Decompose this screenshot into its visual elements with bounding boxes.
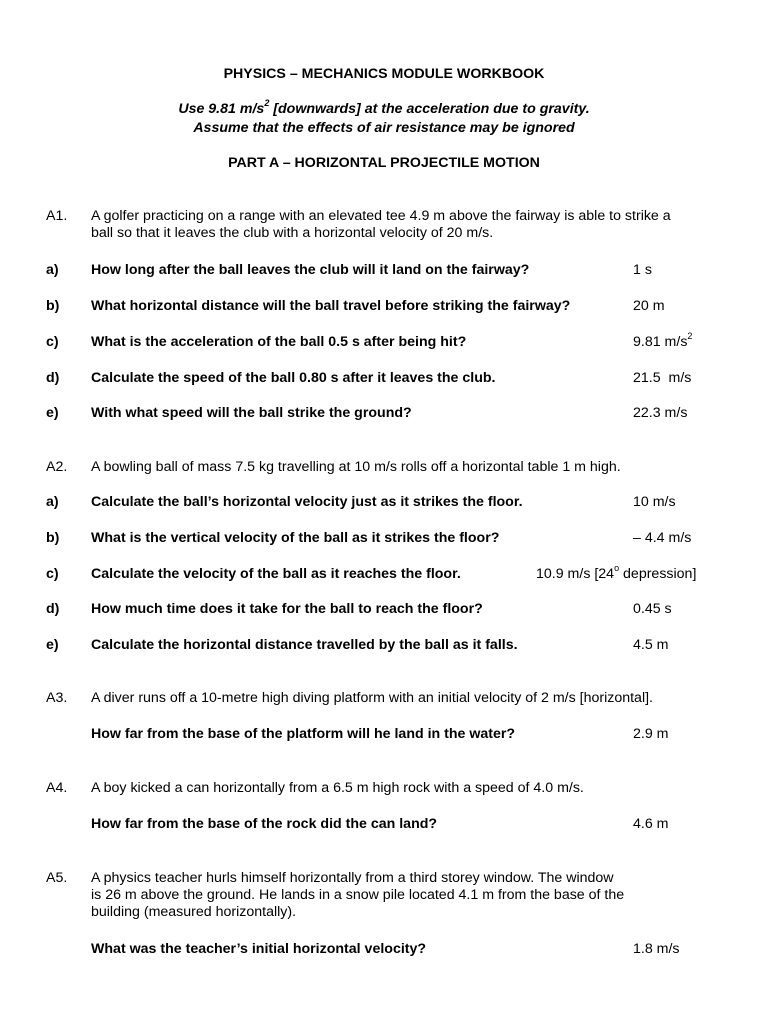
question-label: c) <box>46 334 59 350</box>
question-text: What was the teacher’s initial horizontal velocity? <box>91 941 427 957</box>
question-text: Calculate the ball’s horizontal velocity just as it strikes the floor. <box>91 494 523 510</box>
answer: 20 m <box>633 298 665 314</box>
question-text: With what speed will the ball strike the ground? <box>91 405 412 421</box>
answer-value: 9.81 m/s <box>633 334 688 350</box>
intro-line: is 26 m above the ground. He lands in a snow pile located 4.1 m from the base of the <box>91 887 625 903</box>
problem-label-a2: A2. <box>46 459 68 475</box>
answer: 21.5 m/s <box>633 370 692 386</box>
part-title: PART A – HORIZONTAL PROJECTILE MOTION <box>228 155 540 171</box>
question-text: What is the acceleration of the ball 0.5 s after being hit? <box>91 334 467 350</box>
question-label: d) <box>46 601 60 617</box>
answer <box>633 331 693 351</box>
problem-label-a4: A4. <box>46 780 68 796</box>
question-label: b) <box>46 298 60 314</box>
gravity-exponent: 2 <box>264 98 270 109</box>
problem-intro-a5 <box>91 870 711 921</box>
answer-exponent: 2 <box>687 331 693 342</box>
gravity-text: Use 9.81 m/s <box>178 101 265 117</box>
question-text: What is the vertical velocity of the ball as it strikes the floor? <box>91 530 500 546</box>
answer: 4.5 m <box>633 637 669 653</box>
question-text: How much time does it take for the ball to reach the floor? <box>91 601 483 617</box>
answer <box>536 563 697 583</box>
gravity-instruction <box>0 98 768 118</box>
answer: 1 s <box>633 262 652 278</box>
question-text: Calculate the speed of the ball 0.80 s after it leaves the club. <box>91 370 496 386</box>
gravity-text-end: [downwards] at the acceleration due to gravity. <box>269 101 590 117</box>
degree-symbol: o <box>614 563 620 574</box>
answer: 0.45 s <box>633 601 672 617</box>
question-label: c) <box>46 566 59 582</box>
question-label: d) <box>46 370 60 386</box>
answer: 1.8 m/s <box>633 941 680 957</box>
intro-line: A physics teacher hurls himself horizontally from a third storey window. The window <box>91 870 614 886</box>
problem-intro-a4: A boy kicked a can horizontally from a 6.5 m high rock with a speed of 4.0 m/s. <box>91 780 584 796</box>
air-resistance-instruction: Assume that the effects of air resistance may be ignored <box>193 120 575 136</box>
intro-line: building (measured horizontally). <box>91 904 297 920</box>
problem-intro-a1 <box>91 208 711 242</box>
intro-line: A golfer practicing on a range with an elevated tee 4.9 m above the fairway is able to strike a <box>91 208 671 224</box>
answer-value: 10.9 m/s [24 <box>536 566 615 582</box>
problem-intro-a3: A diver runs off a 10-metre high diving platform with an initial velocity of 2 m/s [horizontal]. <box>91 690 653 706</box>
question-text: What horizontal distance will the ball travel before striking the fairway? <box>91 298 571 314</box>
problem-label-a3: A3. <box>46 690 68 706</box>
question-text: Calculate the velocity of the ball as it reaches the floor. <box>91 566 461 582</box>
page-title: PHYSICS – MECHANICS MODULE WORKBOOK <box>223 66 545 82</box>
question-text: Calculate the horizontal distance travelled by the ball as it falls. <box>91 637 518 653</box>
problem-label-a1: A1. <box>46 208 68 224</box>
answer: 4.6 m <box>633 816 669 832</box>
answer: 10 m/s <box>633 494 676 510</box>
answer: 22.3 m/s <box>633 405 688 421</box>
question-label: b) <box>46 530 60 546</box>
problem-intro-a2: A bowling ball of mass 7.5 kg travelling at 10 m/s rolls off a horizontal table 1 m high. <box>91 459 621 475</box>
question-text: How far from the base of the platform will he land in the water? <box>91 726 516 742</box>
answer-value-end: depression] <box>619 566 697 582</box>
answer: 2.9 m <box>633 726 669 742</box>
question-label: a) <box>46 262 59 278</box>
intro-line: ball so that it leaves the club with a horizontal velocity of 20 m/s. <box>91 225 494 241</box>
problem-label-a5: A5. <box>46 870 68 886</box>
question-text: How far from the base of the rock did the can land? <box>91 816 438 832</box>
question-text: How long after the ball leaves the club will it land on the fairway? <box>91 262 530 278</box>
question-label: e) <box>46 637 59 653</box>
question-label: e) <box>46 405 59 421</box>
question-label: a) <box>46 494 59 510</box>
answer: – 4.4 m/s <box>633 530 692 546</box>
